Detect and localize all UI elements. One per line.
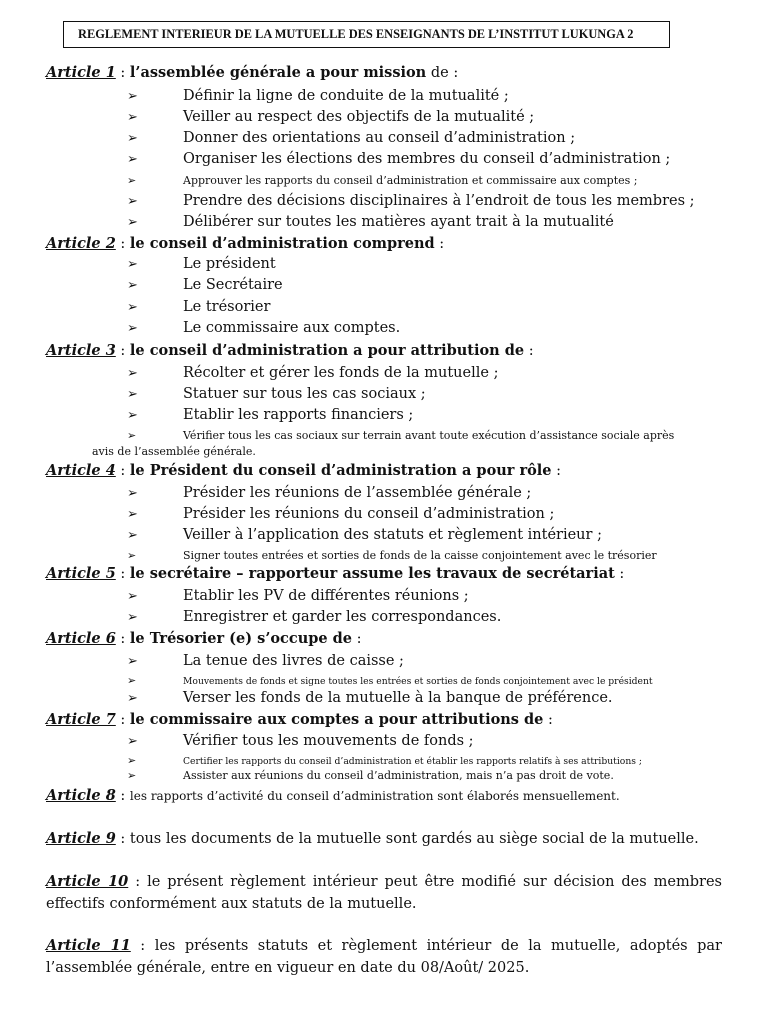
arrow-bullet-icon: ➢ [127,754,137,767]
list-item-text: Le Secrétaire [183,277,283,293]
article-heading [46,711,553,728]
separator: : [115,631,130,647]
separator: : [115,65,130,81]
article-heading-text: le commissaire aux comptes a pour attributions de [129,711,544,728]
article-text: les présents statuts et règlement intérieur de la mutuelle, adoptés par [154,938,722,954]
separator: : [115,831,130,847]
list-item [127,690,613,706]
list-item [127,549,657,562]
separator: : [115,236,130,252]
arrow-bullet-icon: ➢ [127,194,138,209]
list-item [127,320,400,336]
article-heading-text: l’assemblée générale a pour mission [129,64,427,81]
article-label: Article 6 [46,630,116,647]
list-item [127,256,276,272]
arrow-bullet-icon: ➢ [127,549,137,562]
article-text: le présent règlement intérieur peut être modifié sur décision des membres [147,874,722,890]
list-item-text: Etablir les PV de différentes réunions ; [183,588,469,604]
article-paragraph-line [46,960,722,976]
arrow-bullet-icon: ➢ [127,215,138,230]
list-item-text: Définir la ligne de conduite de la mutualité ; [183,88,509,104]
list-item [127,527,602,543]
article-heading-text: le Président du conseil d’administration a pour rôle [129,462,552,479]
separator: : [115,463,130,479]
article-label: Article 10 [46,873,129,890]
arrow-bullet-icon: ➢ [127,278,138,293]
arrow-bullet-icon: ➢ [127,528,138,543]
list-item [127,733,474,749]
arrow-bullet-icon: ➢ [127,486,138,501]
list-item-text: Enregistrer et garder les correspondances. [183,609,502,625]
article-paragraph-line [46,937,722,954]
arrow-bullet-icon: ➢ [127,366,138,381]
article-heading [46,630,362,647]
arrow-bullet-icon: ➢ [127,429,137,442]
separator: : [130,938,155,954]
separator: : [128,874,148,890]
list-item [127,653,404,669]
article-label: Article 11 [46,937,131,954]
article-heading-tail: : [543,712,553,728]
list-item-text: Le trésorier [183,299,271,315]
article-heading-tail: : [614,566,625,582]
list-item-text: Récolter et gérer les fonds de la mutuelle ; [183,365,499,381]
article-label: Article 8 [46,787,116,804]
article-heading-tail: : [524,343,534,359]
list-item [127,109,534,125]
arrow-bullet-icon: ➢ [127,610,138,625]
list-item-text: Assister aux réunions du conseil d’administration, mais n’a pas droit de vote. [183,769,614,782]
article-label: Article 2 [46,235,116,252]
arrow-bullet-icon: ➢ [127,110,138,125]
list-item-text: La tenue des livres de caisse ; [183,653,404,669]
separator: : [115,566,130,582]
article-heading [46,787,620,804]
list-item [127,588,469,604]
arrow-bullet-icon: ➢ [127,734,138,749]
arrow-bullet-icon: ➢ [127,674,137,687]
list-item [127,769,614,782]
list-item-text: Vérifier tous les cas sociaux sur terrain avant toute exécution d’assistance sociale après [183,429,675,442]
list-item [127,214,614,230]
article-text-continued: l’assemblée générale, entre en vigueur en date du 08/Août/ 2025. [46,960,530,976]
article-heading-text: le Trésorier (e) s’occupe de [129,630,353,647]
article-heading [46,235,444,252]
list-item [127,506,554,522]
list-item-text: Délibérer sur toutes les matières ayant trait à la mutualité [183,214,614,230]
article-label: Article 5 [46,565,116,582]
arrow-bullet-icon: ➢ [127,387,138,402]
list-item [127,754,642,767]
article-heading [46,565,624,582]
arrow-bullet-icon: ➢ [127,769,137,782]
article-heading [46,64,458,81]
article-text: tous les documents de la mutuelle sont gardés au siège social de la mutuelle. [129,831,699,847]
list-item-text: Statuer sur tous les cas sociaux ; [183,386,426,402]
list-item [127,674,653,687]
list-item [127,407,413,423]
list-item-text: Prendre des décisions disciplinaires à l’endroit de tous les membres ; [183,193,695,209]
arrow-bullet-icon: ➢ [127,131,138,146]
article-text-continued: effectifs conformément aux statuts de la mutuelle. [46,896,417,912]
list-item [127,88,509,104]
article-heading-tail: : [551,463,562,479]
list-item-text: Mouvements de fonds et signe toutes les entrées et sorties de fonds conjointement avec le président [183,676,653,687]
list-item-text: Organiser les élections des membres du conseil d’administration ; [183,151,671,167]
list-item-text: Veiller au respect des objectifs de la mutualité ; [183,109,535,125]
article-label: Article 3 [46,342,116,359]
list-item-text: Donner des orientations au conseil d’administration ; [183,130,576,146]
arrow-bullet-icon: ➢ [127,507,138,522]
list-item-text: Approuver les rapports du conseil d’administration et commissaire aux comptes ; [183,174,638,187]
list-item [127,277,283,293]
list-item-continuation-text: avis de l’assemblée générale. [92,445,256,458]
list-item-text: Verser les fonds de la mutuelle à la banque de préférence. [183,690,613,706]
article-heading [46,830,699,847]
article-label: Article 1 [46,64,116,81]
article-paragraph-line [46,873,722,890]
list-item [127,193,695,209]
article-label: Article 7 [46,711,116,728]
list-item-text: Etablir les rapports financiers ; [183,407,414,423]
arrow-bullet-icon: ➢ [127,152,138,167]
arrow-bullet-icon: ➢ [127,89,138,104]
article-heading-text: le secrétaire – rapporteur assume les travaux de secrétariat [129,565,615,582]
article-heading-tail: : [352,631,362,647]
list-item-text: Présider les réunions de l’assemblée générale ; [183,485,532,501]
article-heading-text: le conseil d’administration a pour attribution de [129,342,525,359]
list-item-continuation [92,445,256,458]
list-item-text: Vérifier tous les mouvements de fonds ; [183,733,474,749]
arrow-bullet-icon: ➢ [127,654,138,669]
article-heading-tail: : [434,236,445,252]
list-item [127,299,270,315]
list-item [127,609,501,625]
article-heading [46,462,561,479]
article-heading-tail: de : [426,65,459,81]
arrow-bullet-icon: ➢ [127,408,138,423]
list-item [127,365,498,381]
arrow-bullet-icon: ➢ [127,589,138,604]
list-item-text: Présider les réunions du conseil d’administration ; [183,506,555,522]
list-item-text: Le commissaire aux comptes. [183,320,401,336]
article-heading [46,342,534,359]
separator: : [115,712,130,728]
list-item-text: Le président [183,256,276,272]
arrow-bullet-icon: ➢ [127,691,138,706]
list-item-text: Certifier les rapports du conseil d’administration et établir les rapports relatifs à ses attributions ; [183,756,642,767]
arrow-bullet-icon: ➢ [127,321,138,336]
article-heading-text: le conseil d’administration comprend [129,235,435,252]
list-item-text: Signer toutes entrées et sorties de fonds de la caisse conjointement avec le trésorier [183,549,657,562]
list-item [127,485,531,501]
list-item [127,429,674,442]
list-item [127,130,575,146]
article-paragraph-line [46,896,722,912]
list-item [127,174,637,187]
list-item [127,151,670,167]
separator: : [115,343,130,359]
document-title: REGLEMENT INTERIEUR DE LA MUTUELLE DES ENSEIGNANTS DE L’INSTITUT LUKUNGA 2 [63,21,670,48]
arrow-bullet-icon: ➢ [127,300,138,315]
arrow-bullet-icon: ➢ [127,174,137,187]
arrow-bullet-icon: ➢ [127,257,138,272]
article-label: Article 9 [46,830,116,847]
list-item [127,386,426,402]
article-text: les rapports d’activité du conseil d’administration sont élaborés mensuellement. [129,789,620,803]
article-label: Article 4 [46,462,116,479]
list-item-text: Veiller à l’application des statuts et règlement intérieur ; [183,527,602,543]
separator: : [115,788,130,804]
